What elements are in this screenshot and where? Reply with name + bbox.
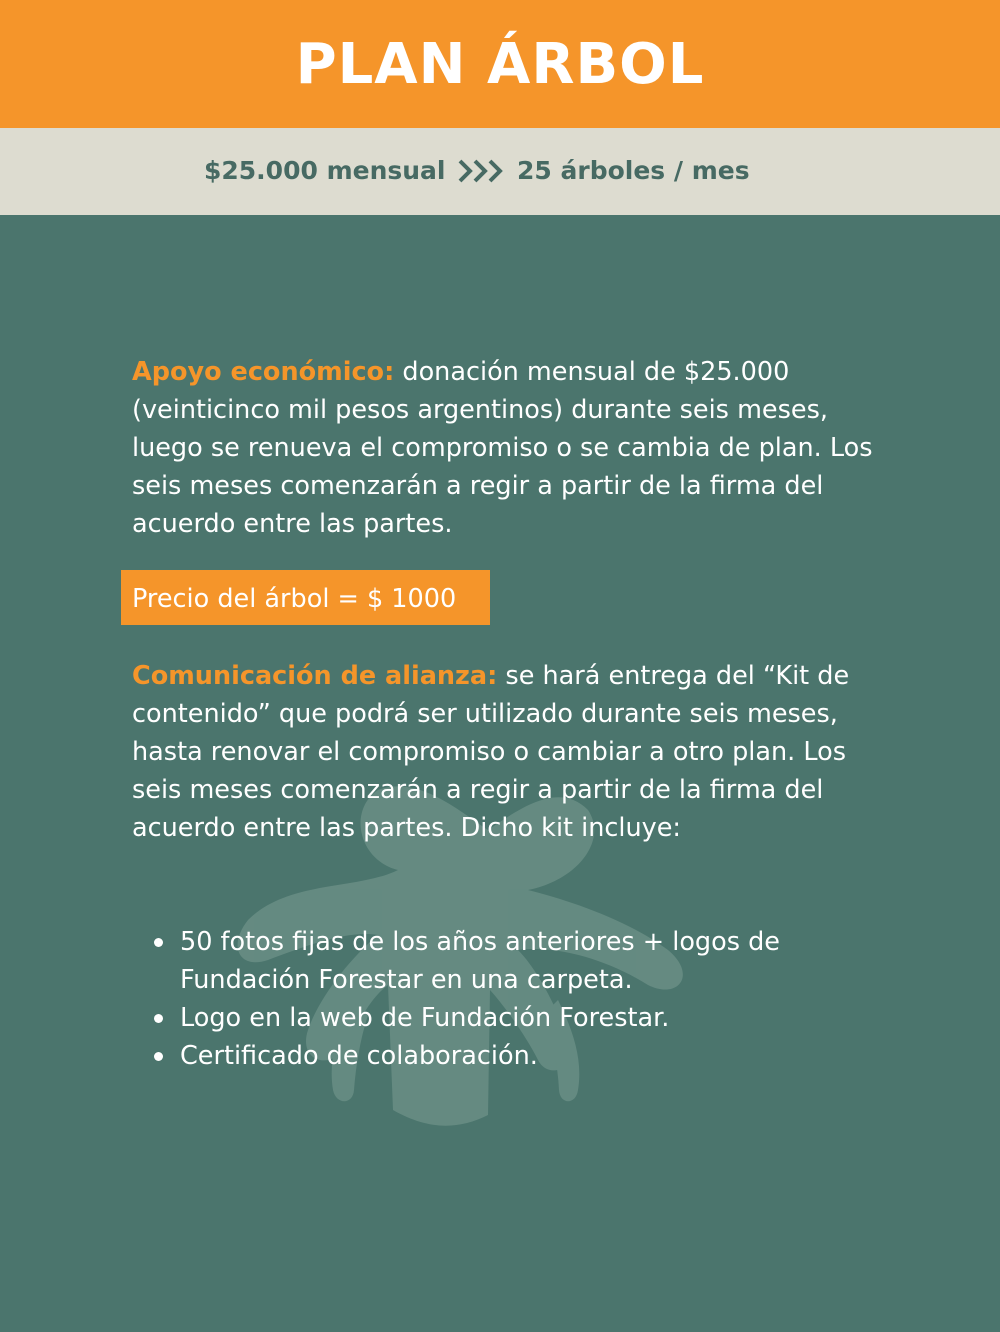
alliance-communication-text: se hará entrega del “Kit de contenido” que podrá ser utilizado durante seis meses, hasta renovar el compromiso o cambiar a otro plan. Los seis meses comenzarán a regir a partir de la firma del acuerdo entre las partes. Dicho kit incluye: [132,661,850,843]
list-item [132,1037,852,1075]
monthly-price: $25.000 mensual [204,156,446,185]
bullet-icon [154,1052,163,1061]
list-item [132,999,852,1037]
alliance-communication-label: Comunicación de alianza: [132,661,498,691]
header-bar [0,0,1000,128]
tree-price-badge: Precio del árbol = $ 1000 [121,570,490,625]
list-item-text: Logo en la web de Fundación Forestar. [180,1003,670,1033]
trees-per-month: 25 árboles / mes [517,156,750,185]
financial-support-label: Apoyo económico: [132,357,395,387]
plan-summary-bar [0,128,1000,215]
kit-list [132,923,852,1075]
list-item [132,923,852,999]
page-title: PLAN ÁRBOL [295,31,705,97]
financial-support-text: donación mensual de $25.000 (veinticinco mil pesos argentinos) durante seis meses, luego se renueva el compromiso o se cambia de plan. Los seis meses comenzarán a regir a partir de la firma del acuerdo entre las partes. [132,357,873,539]
bullet-icon [154,1014,163,1023]
financial-support-paragraph [132,353,892,543]
list-item-text: Certificado de colaboración. [180,1041,538,1071]
bullet-icon [154,938,163,947]
triple-chevron-right-icon [458,159,504,187]
list-item-text: 50 fotos fijas de los años anteriores + logos de Fundación Forestar en una carpeta. [180,927,780,995]
alliance-communication-paragraph [132,657,892,847]
